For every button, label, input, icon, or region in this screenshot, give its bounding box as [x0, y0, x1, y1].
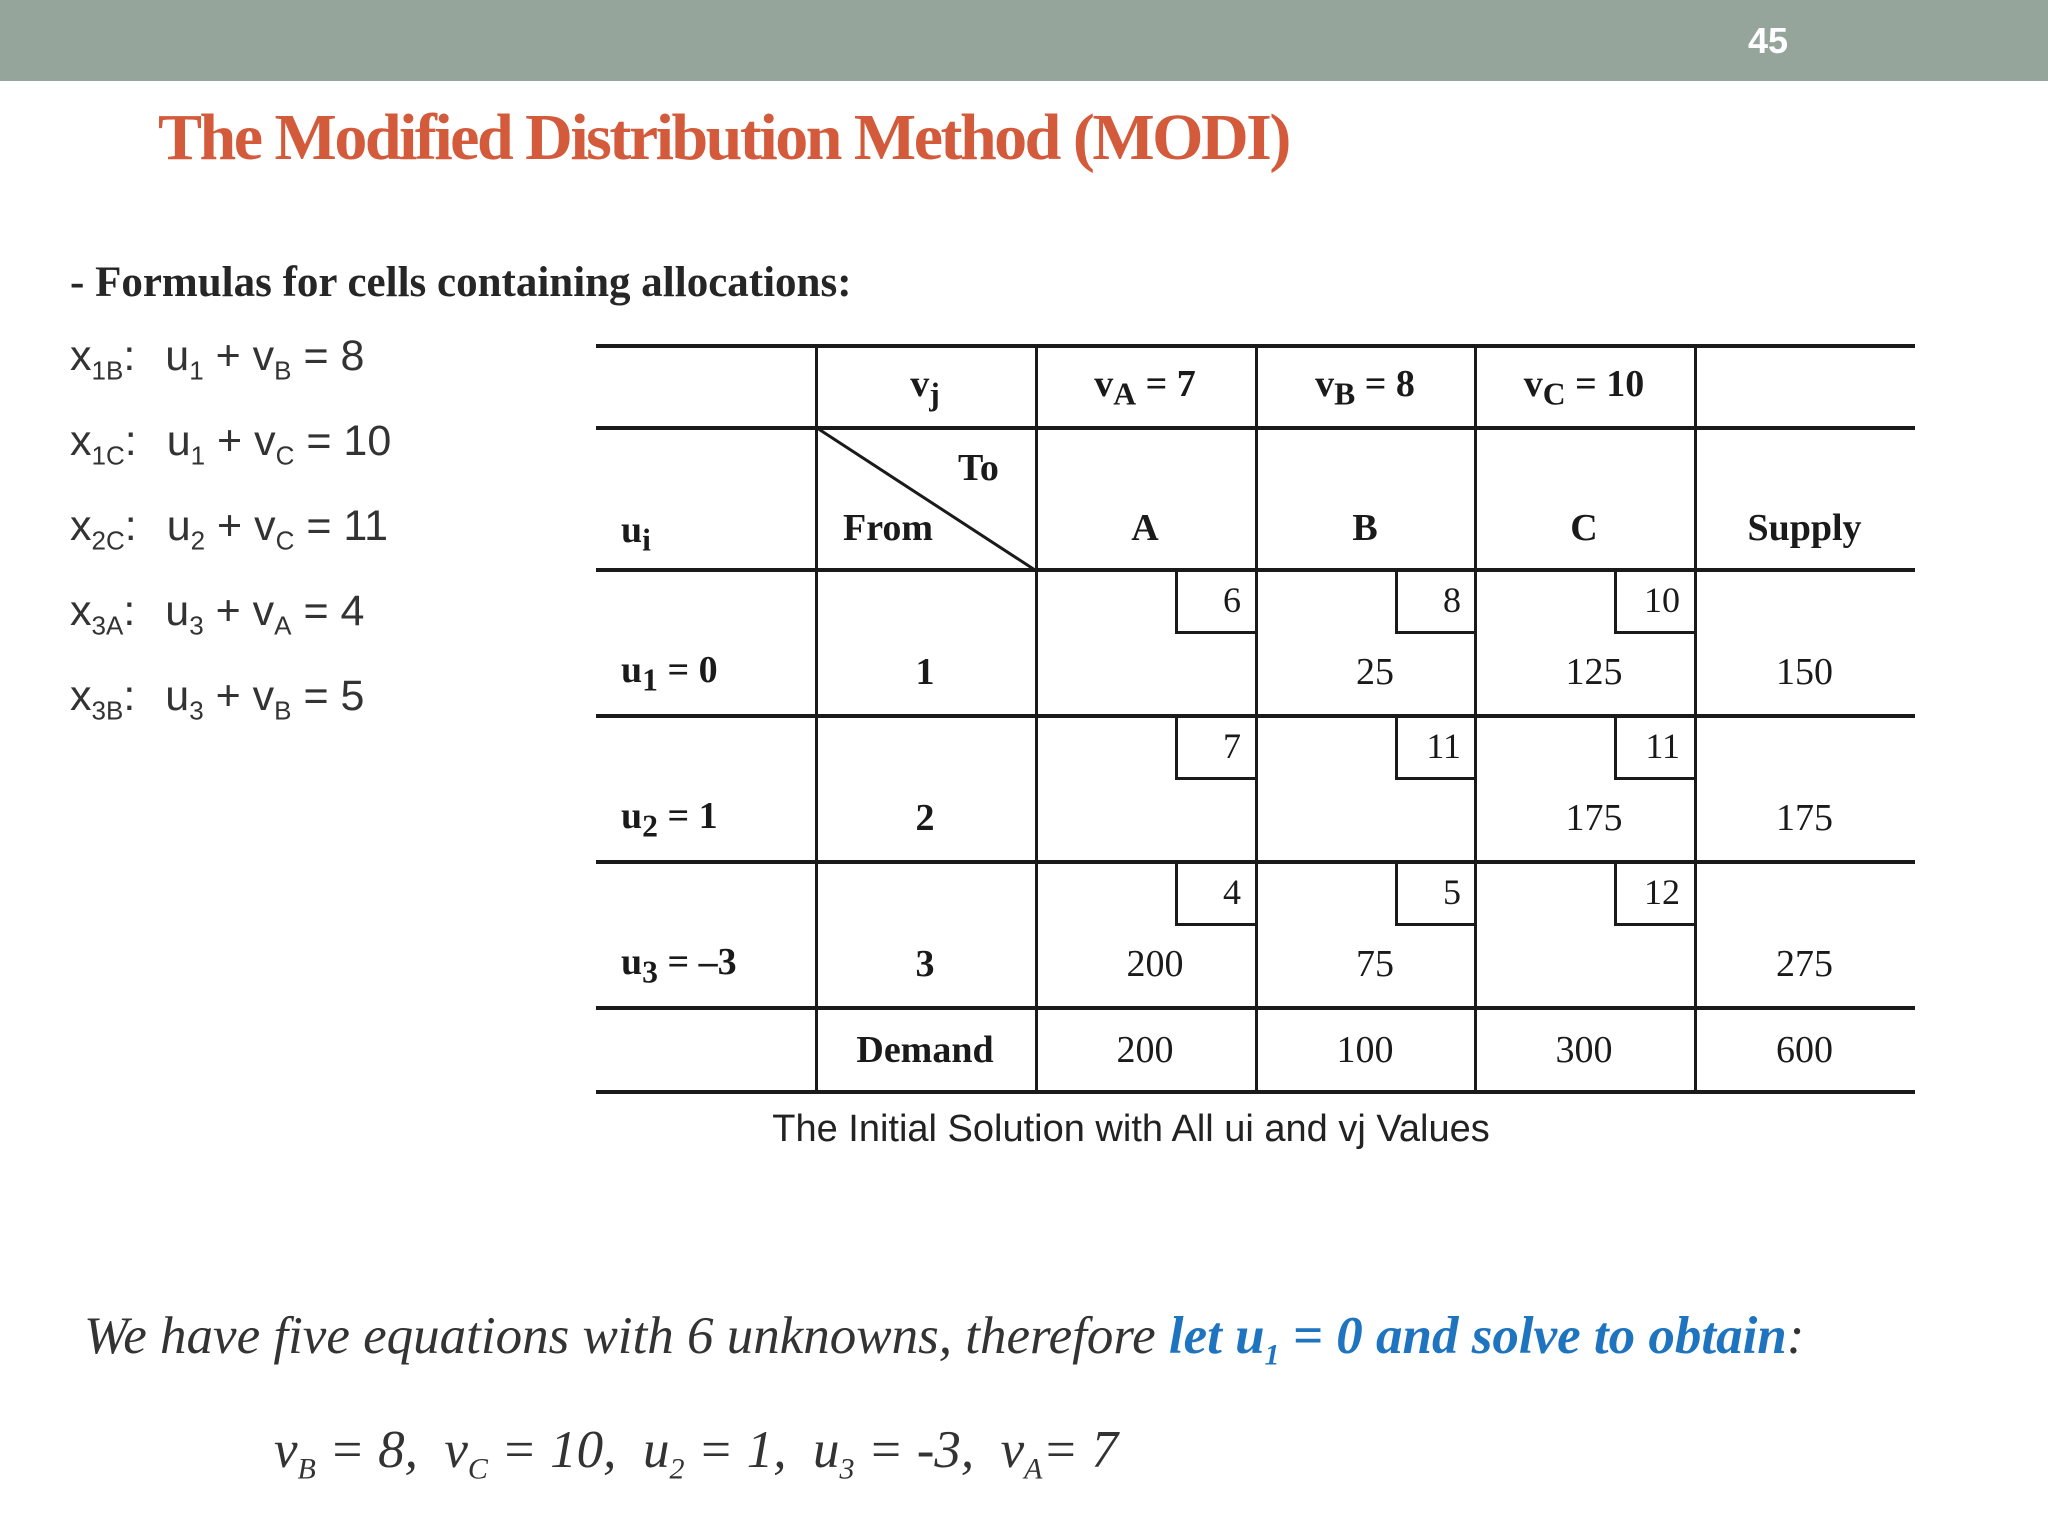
cost-box: 11 — [1395, 716, 1475, 780]
u-sub: 2 — [642, 808, 658, 844]
formula-u: u — [165, 332, 190, 380]
from-label: From — [843, 507, 934, 549]
solution-sub: C — [467, 1452, 488, 1486]
v-value-0 — [1035, 362, 1255, 413]
v-val: = 10 — [1565, 363, 1645, 405]
conclusion-text: We have five equations with 6 unknowns, therefore let $u_1 = 0$ and solve to obtain: — [84, 1307, 1805, 1372]
u-val: = 1 — [657, 795, 718, 837]
v-symbol: v — [1094, 363, 1114, 405]
u-sub: 3 — [642, 954, 658, 990]
ui-header: $u_i$ — [621, 509, 651, 558]
vj-header: $v_j$ — [910, 363, 940, 412]
allocation: 75 — [1356, 943, 1394, 985]
solution-sub: B — [297, 1452, 316, 1486]
supply-header: Supply — [1747, 507, 1862, 549]
formula-rhs: = 5 — [303, 672, 365, 720]
formula-var: x — [70, 417, 92, 465]
u-symbol: u — [621, 795, 643, 837]
formula-u-sub: 2 — [190, 525, 206, 556]
u-symbol: u — [621, 941, 643, 983]
to-label: To — [958, 447, 999, 489]
v-val: = 7 — [1136, 363, 1196, 405]
formula-var: x — [70, 587, 92, 635]
slide-title: The Modified Distribution Method (MODI) — [158, 101, 1289, 174]
conclusion-highlight: let $u_1 = 0$ and solve to obtain — [1168, 1307, 1787, 1372]
solution-sub: 3 — [839, 1452, 855, 1486]
formula-v: v — [254, 502, 276, 550]
formulas-heading: - Formulas for cells containing allocations: — [70, 259, 852, 306]
cost-box: 6 — [1175, 570, 1255, 634]
cost-box: 10 — [1614, 570, 1694, 634]
column-header: A — [1131, 507, 1159, 549]
formula-u-sub: 3 — [189, 610, 204, 641]
solution-var: u — [812, 1421, 840, 1479]
solution-item — [812, 1421, 975, 1486]
formula-v-sub: B — [274, 355, 292, 386]
supply-value: 150 — [1776, 651, 1833, 693]
demand-value: 100 — [1336, 1029, 1394, 1071]
formula-row: $x_{3B}$: $u_3 + v_B = 5$ — [70, 672, 365, 726]
demand-label: Demand — [856, 1029, 994, 1071]
allocation: 125 — [1565, 651, 1623, 693]
table-caption: The Initial Solution with All ui and vj Values — [772, 1108, 1490, 1150]
formula-list — [70, 332, 391, 757]
u-symbol: u — [621, 649, 643, 691]
formula-row: $x_{2C}$: $u_2 + v_C = 11$ — [70, 502, 389, 556]
source-label: 3 — [915, 943, 935, 985]
v-value-2 — [1474, 362, 1694, 413]
demand-value: 200 — [1116, 1029, 1174, 1071]
formula-row: $x_{1B}$: $u_1 + v_B = 8$ — [70, 332, 365, 386]
v-value-1 — [1255, 362, 1475, 413]
solution-var: u — [642, 1421, 670, 1479]
formula-var-sub: 2C — [91, 525, 125, 556]
cost-box: 8 — [1395, 570, 1475, 634]
solution-var: v — [274, 1421, 298, 1479]
formula-var: x — [70, 672, 92, 720]
formula-row: $x_{1C}$: $u_1 + v_C = 10$ — [70, 417, 392, 471]
allocation: 200 — [1126, 943, 1184, 985]
cost-box: 7 — [1175, 716, 1255, 780]
formula-row: $x_{3A}$: $u_3 + v_A = 4$ — [70, 587, 365, 641]
formula-u-sub: 3 — [189, 695, 204, 726]
transportation-table — [596, 344, 1915, 1094]
u-value — [621, 794, 718, 845]
formula-var: x — [70, 502, 92, 550]
formula-v: v — [252, 587, 275, 635]
conclusion-intro: We have five equations with 6 unknowns, therefore — [84, 1307, 1169, 1365]
slide-number: 45 — [1747, 20, 1788, 61]
solution-item — [444, 1421, 617, 1486]
solution-rhs: = 7 — [1042, 1421, 1118, 1479]
v-sub: C — [1542, 376, 1566, 412]
cost-box: 12 — [1614, 862, 1694, 926]
formula-rhs: = 11 — [306, 502, 389, 550]
v-symbol: v — [1523, 363, 1543, 405]
solution-sub: 2 — [669, 1452, 685, 1486]
formula-u: u — [166, 417, 191, 465]
formula-rhs: = 10 — [306, 417, 392, 465]
formula-v-sub: A — [274, 610, 292, 641]
formula-v: v — [252, 672, 275, 720]
solution-rhs: = 10, — [487, 1421, 617, 1479]
demand-value: 300 — [1555, 1029, 1613, 1071]
header-diagonal — [815, 426, 1037, 572]
v-val: = 8 — [1355, 363, 1415, 405]
column-header: B — [1352, 507, 1378, 549]
header-bar — [0, 0, 2048, 81]
formula-v: v — [252, 332, 275, 380]
formula-rhs: = 8 — [303, 332, 365, 380]
formula-var-sub: 1B — [91, 355, 124, 386]
solution-item — [274, 1421, 418, 1486]
solution-sub: A — [1024, 1452, 1043, 1486]
allocation: 175 — [1565, 797, 1623, 839]
solution-item — [1000, 1421, 1118, 1486]
cost-box: 5 — [1395, 862, 1475, 926]
u-value — [621, 648, 718, 699]
solution-rhs: = 1, — [684, 1421, 787, 1479]
formula-var-sub: 1C — [91, 440, 125, 471]
source-label: 2 — [915, 797, 935, 839]
source-label: 1 — [915, 651, 935, 693]
u-val: = –3 — [657, 941, 737, 983]
cost-box: 11 — [1614, 716, 1694, 780]
column-header: C — [1570, 507, 1598, 549]
supply-value: 175 — [1776, 797, 1833, 839]
formula-u-sub: 1 — [190, 440, 206, 471]
formula-rhs: = 4 — [303, 587, 365, 635]
solution-rhs: = -3, — [854, 1421, 975, 1479]
v-sub: B — [1334, 376, 1356, 412]
formula-v-sub: C — [275, 440, 295, 471]
v-sub: A — [1113, 376, 1137, 412]
formula-u-sub: 1 — [189, 355, 204, 386]
formula-u: u — [165, 672, 190, 720]
u-value — [621, 940, 737, 991]
formula-var-sub: 3A — [91, 610, 124, 641]
u-sub: 1 — [642, 662, 658, 698]
solution-rhs: = 8, — [315, 1421, 418, 1479]
formula-u: u — [165, 587, 190, 635]
formula-v-sub: C — [275, 525, 295, 556]
solution-var: v — [444, 1421, 468, 1479]
formula-var: x — [70, 332, 92, 380]
cost-box: 4 — [1175, 862, 1255, 926]
total-cell: 600 — [1776, 1029, 1833, 1071]
solution-values — [274, 1420, 1118, 1487]
u-val: = 0 — [657, 649, 718, 691]
v-symbol: v — [1315, 363, 1335, 405]
formula-var-sub: 3B — [91, 695, 124, 726]
solution-item — [642, 1421, 787, 1486]
allocation: 25 — [1356, 651, 1394, 693]
formula-v-sub: B — [274, 695, 292, 726]
formula-v: v — [254, 417, 276, 465]
formula-u: u — [166, 502, 191, 550]
supply-value: 275 — [1776, 943, 1833, 985]
solution-var: v — [1000, 1421, 1025, 1479]
